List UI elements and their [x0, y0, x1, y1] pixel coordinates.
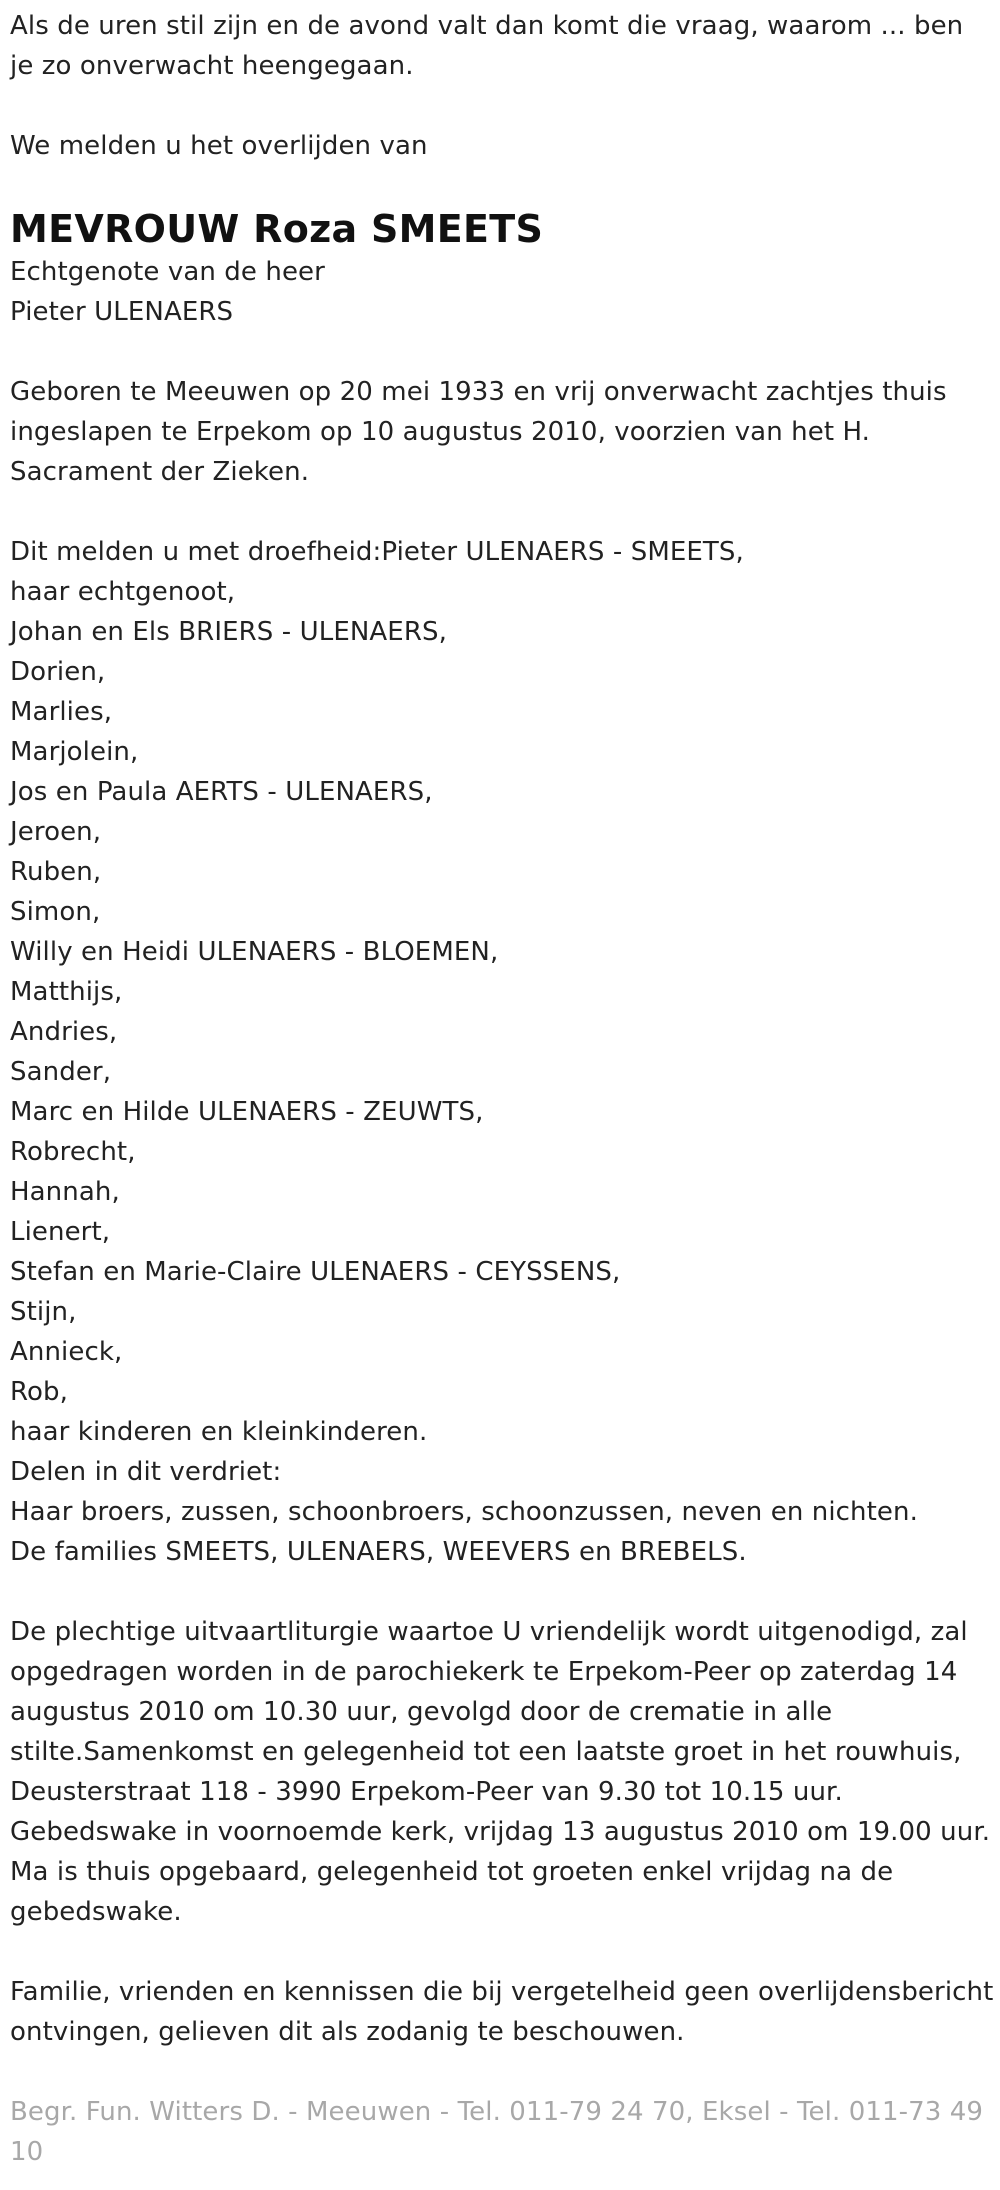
intro-quote: Als de uren stil zijn en de avond valt dan komt die vraag, waarom ... ben je zo onverwacht heengegaan.: [10, 11, 964, 81]
family-line: Annieck,: [10, 1337, 123, 1367]
funeral-text: De plechtige uitvaartliturgie waartoe U vriendelijk wordt uitgenodigd, zal opgedragen worden in de parochiekerk te Erpekom-Peer op zaterdag 14 augustus 2010 om 10.30 uur, gevolgd door de crematie in alle stilte.Samenkomst en gelegenheid tot een laatste groet in het rouwhuis, Deusterstraat 118 - 3990 Erpekom-Peer van 9.30 tot 10.15 uur. Gebedswake in voornoemde kerk, vrijdag 13 augustus 2010 om 19.00 uur. Ma is thuis opgebaard, gelegenheid tot groeten enkel vrijdag na de gebedswake.: [10, 1617, 991, 1927]
obituary-page: [0, 6, 1000, 2190]
funeral-home-footer: Begr. Fun. Witters D. - Meeuwen - Tel. 011-79 24 70, Eksel - Tel. 011-73 49 10: [10, 2097, 984, 2167]
family-line: Robrecht,: [10, 1137, 136, 1167]
family-line: Haar broers, zussen, schoonbroers, schoonzussen, neven en nichten.: [10, 1497, 918, 1527]
family-line: Hannah,: [10, 1177, 120, 1207]
family-line: Matthijs,: [10, 977, 123, 1007]
family-line: Johan en Els BRIERS - ULENAERS,: [10, 617, 447, 647]
family-line: Dorien,: [10, 657, 106, 687]
family-line: haar echtgenoot,: [10, 577, 236, 607]
family-line: haar kinderen en kleinkinderen.: [10, 1417, 428, 1447]
family-list: [10, 532, 994, 1572]
family-line: Marlies,: [10, 697, 113, 727]
family-line: Delen in dit verdriet:: [10, 1457, 282, 1487]
family-line: Andries,: [10, 1017, 118, 1047]
family-line: Jos en Paula AERTS - ULENAERS,: [10, 777, 433, 807]
deceased-name: MEVROUW Roza SMEETS: [10, 207, 544, 251]
spouse-line: Pieter ULENAERS: [10, 297, 234, 327]
family-line: Stijn,: [10, 1297, 77, 1327]
announcement-text: We melden u het overlijden van: [10, 131, 428, 161]
family-line: Dit melden u met droefheid:Pieter ULENAERS - SMEETS,: [10, 537, 744, 567]
family-line: Willy en Heidi ULENAERS - BLOEMEN,: [10, 937, 499, 967]
family-line: Lienert,: [10, 1217, 111, 1247]
spouse-line: Echtgenote van de heer: [10, 257, 325, 287]
spouse-info: [10, 252, 994, 332]
family-line: Rob,: [10, 1377, 68, 1407]
family-line: De families SMEETS, ULENAERS, WEEVERS en BREBELS.: [10, 1537, 747, 1567]
family-line: Marjolein,: [10, 737, 139, 767]
family-line: Marc en Hilde ULENAERS - ZEUWTS,: [10, 1097, 484, 1127]
family-line: Sander,: [10, 1057, 112, 1087]
family-line: Simon,: [10, 897, 101, 927]
closing-text: Familie, vrienden en kennissen die bij vergetelheid geen overlijdensbericht ontvingen, gelieven dit als zodanig te beschouwen.: [10, 1977, 994, 2047]
family-line: Jeroen,: [10, 817, 102, 847]
family-line: Stefan en Marie-Claire ULENAERS - CEYSSENS,: [10, 1257, 621, 1287]
family-line: Ruben,: [10, 857, 102, 887]
birth-death-text: Geboren te Meeuwen op 20 mei 1933 en vrij onverwacht zachtjes thuis ingeslapen te Erpekom op 10 augustus 2010, voorzien van het H. Sacrament der Zieken.: [10, 377, 947, 487]
